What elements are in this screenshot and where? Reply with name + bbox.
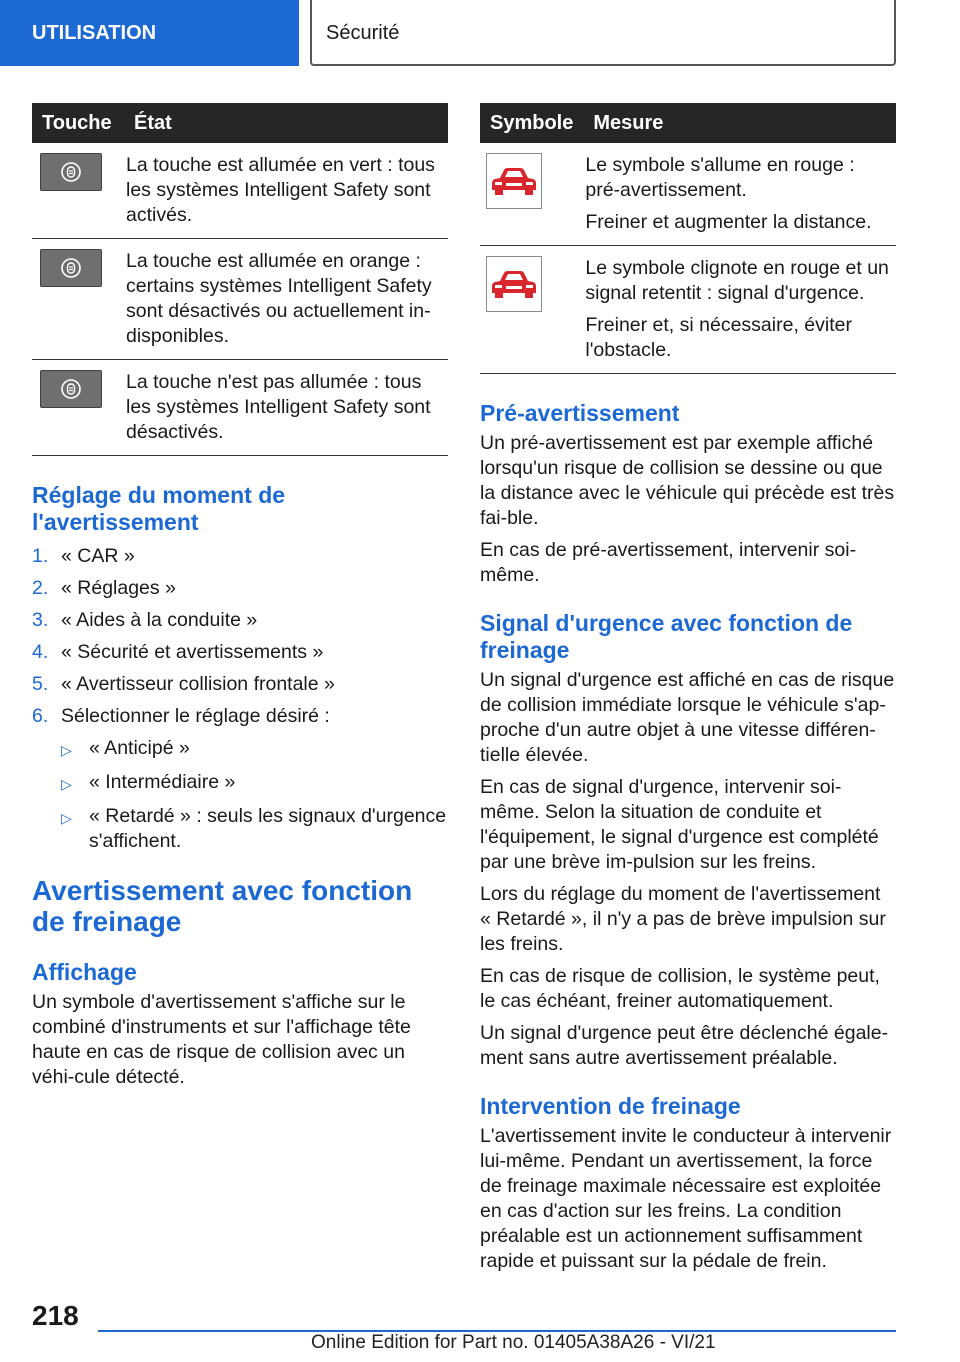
table-row (32, 143, 448, 239)
triangle-bullet-icon: ▷ (61, 810, 72, 826)
table-header-cell: Touche (32, 103, 124, 143)
list-item: 6. Sélectionner le réglage désiré : ▷ « Anticipé » ▷ « Intermédiaire » ▷ « Retardé » : seuls les signaux d'urgence s'affichent. (32, 704, 448, 861)
page-number: 218 (32, 1300, 79, 1331)
table-row (32, 239, 448, 360)
section-heading-pre-avertissement: Pré-avertissement (480, 400, 680, 426)
footer-edition-text: Online Edition for Part no. 01405A38A26 - VI/21 (311, 1332, 716, 1353)
table-cell-line: Freiner et, si nécessaire, éviter l'obstacle. (585, 314, 852, 361)
options-list (61, 736, 448, 861)
table-row (480, 246, 896, 374)
table-cell: La touche est allumée en vert : tous les systèmes Intelligent Safety sont activés. (124, 143, 448, 239)
right-column (480, 103, 896, 1274)
paragraph: Un signal d'urgence peut être déclenché égale-ment sans autre avertissement préalable. (480, 1022, 889, 1069)
table-cell: La touche est allumée en orange : certains systèmes Intelligent Safety sont désactivés ou actuellement in-disponibles. (124, 239, 448, 360)
paragraph: Lors du réglage du moment de l'avertissement « Retardé », il n'y a pas de brève impulsion sur les freins. (480, 883, 886, 955)
paragraph: Un pré-avertissement est par exemple affiché lorsqu'un risque de collision se dessine ou que la distance avec le véhicule qui précède est très fai-ble. (480, 432, 895, 529)
paragraph: En cas de signal d'urgence, intervenir soi-même. Selon la situation de conduite et l'équipement, le signal d'urgence est complété par une brève im-pulsion sur les freins. (480, 776, 879, 873)
section-heading-avertissement: Avertissement avec fonction de freinage (32, 875, 413, 937)
intelligent-safety-key-icon (40, 153, 102, 191)
steps-list (32, 544, 448, 861)
list-item: 2. « Réglages » (32, 577, 176, 599)
table-header-cell: Symbole (480, 103, 583, 143)
option-item: ▷ « Retardé » : seuls les signaux d'urgence s'affichent. (61, 805, 447, 852)
key-status-table (32, 103, 448, 456)
paragraph: Un signal d'urgence est affiché en cas de risque de collision immédiate lorsque le véhicule s'ap-proche d'un autre objet à une vitesse différen-tielle élevée. (480, 669, 895, 766)
intelligent-safety-key-icon (40, 370, 102, 408)
intelligent-safety-key-icon (40, 249, 102, 287)
option-item: ▷ « Intermédiaire » (61, 770, 448, 797)
list-item: 1. « CAR » (32, 545, 135, 567)
symbol-measure-table (480, 103, 896, 374)
section-heading-signal: Signal d'urgence avec fonction de freinage (480, 610, 853, 663)
chapter-title-box (310, 0, 896, 66)
paragraph: En cas de risque de collision, le système peut, le cas échéant, freiner automatiquement. (480, 965, 880, 1012)
option-item: ▷ « Anticipé » (61, 736, 448, 763)
paragraph: En cas de pré-avertissement, intervenir soi-même. (480, 539, 857, 586)
table-cell: La touche n'est pas allumée : tous les systèmes Intelligent Safety sont désactivés. (124, 360, 448, 456)
list-item: 5. « Avertisseur collision frontale » (32, 673, 335, 695)
list-item: 4. « Sécurité et avertissements » (32, 641, 324, 663)
table-header-row (32, 103, 448, 143)
left-column (32, 103, 448, 1090)
section-heading-intervention: Intervention de freinage (480, 1093, 741, 1119)
table-cell-line: Freiner et augmenter la distance. (585, 211, 872, 233)
list-item: 3. « Aides à la conduite » (32, 609, 258, 631)
chapter-title: Sécurité (326, 22, 400, 44)
table-header-cell: Mesure (583, 103, 896, 143)
red-car-warning-icon (486, 153, 542, 209)
red-car-warning-icon (486, 256, 542, 312)
table-header-cell: État (124, 103, 448, 143)
table-cell-line: Le symbole s'allume en rouge : pré-avertissement. (585, 154, 855, 201)
table-row (480, 143, 896, 246)
paragraph: Un symbole d'avertissement s'affiche sur le combiné d'instruments et sur l'affichage tête haute en cas de risque de collision avec un véhi-cule détecté. (32, 991, 411, 1088)
triangle-bullet-icon: ▷ (61, 776, 72, 792)
table-header-row (480, 103, 896, 143)
section-tab[interactable]: UTILISATION (0, 0, 299, 66)
paragraph: L'avertissement invite le conducteur à intervenir lui-même. Pendant un avertissement, la force de freinage maximale nécessaire est exploitée en cas d'action sur les freins. La condition préalable est un actionnement suffisamment rapide et puissant sur la pédale de frein. (480, 1125, 892, 1272)
table-row (32, 360, 448, 456)
subsection-heading-affichage: Affichage (32, 959, 137, 985)
table-cell-line: Le symbole clignote en rouge et un signal retentit : signal d'urgence. (585, 257, 889, 304)
section-heading-reglage: Réglage du moment de l'avertissement (32, 482, 286, 535)
triangle-bullet-icon: ▷ (61, 742, 72, 758)
